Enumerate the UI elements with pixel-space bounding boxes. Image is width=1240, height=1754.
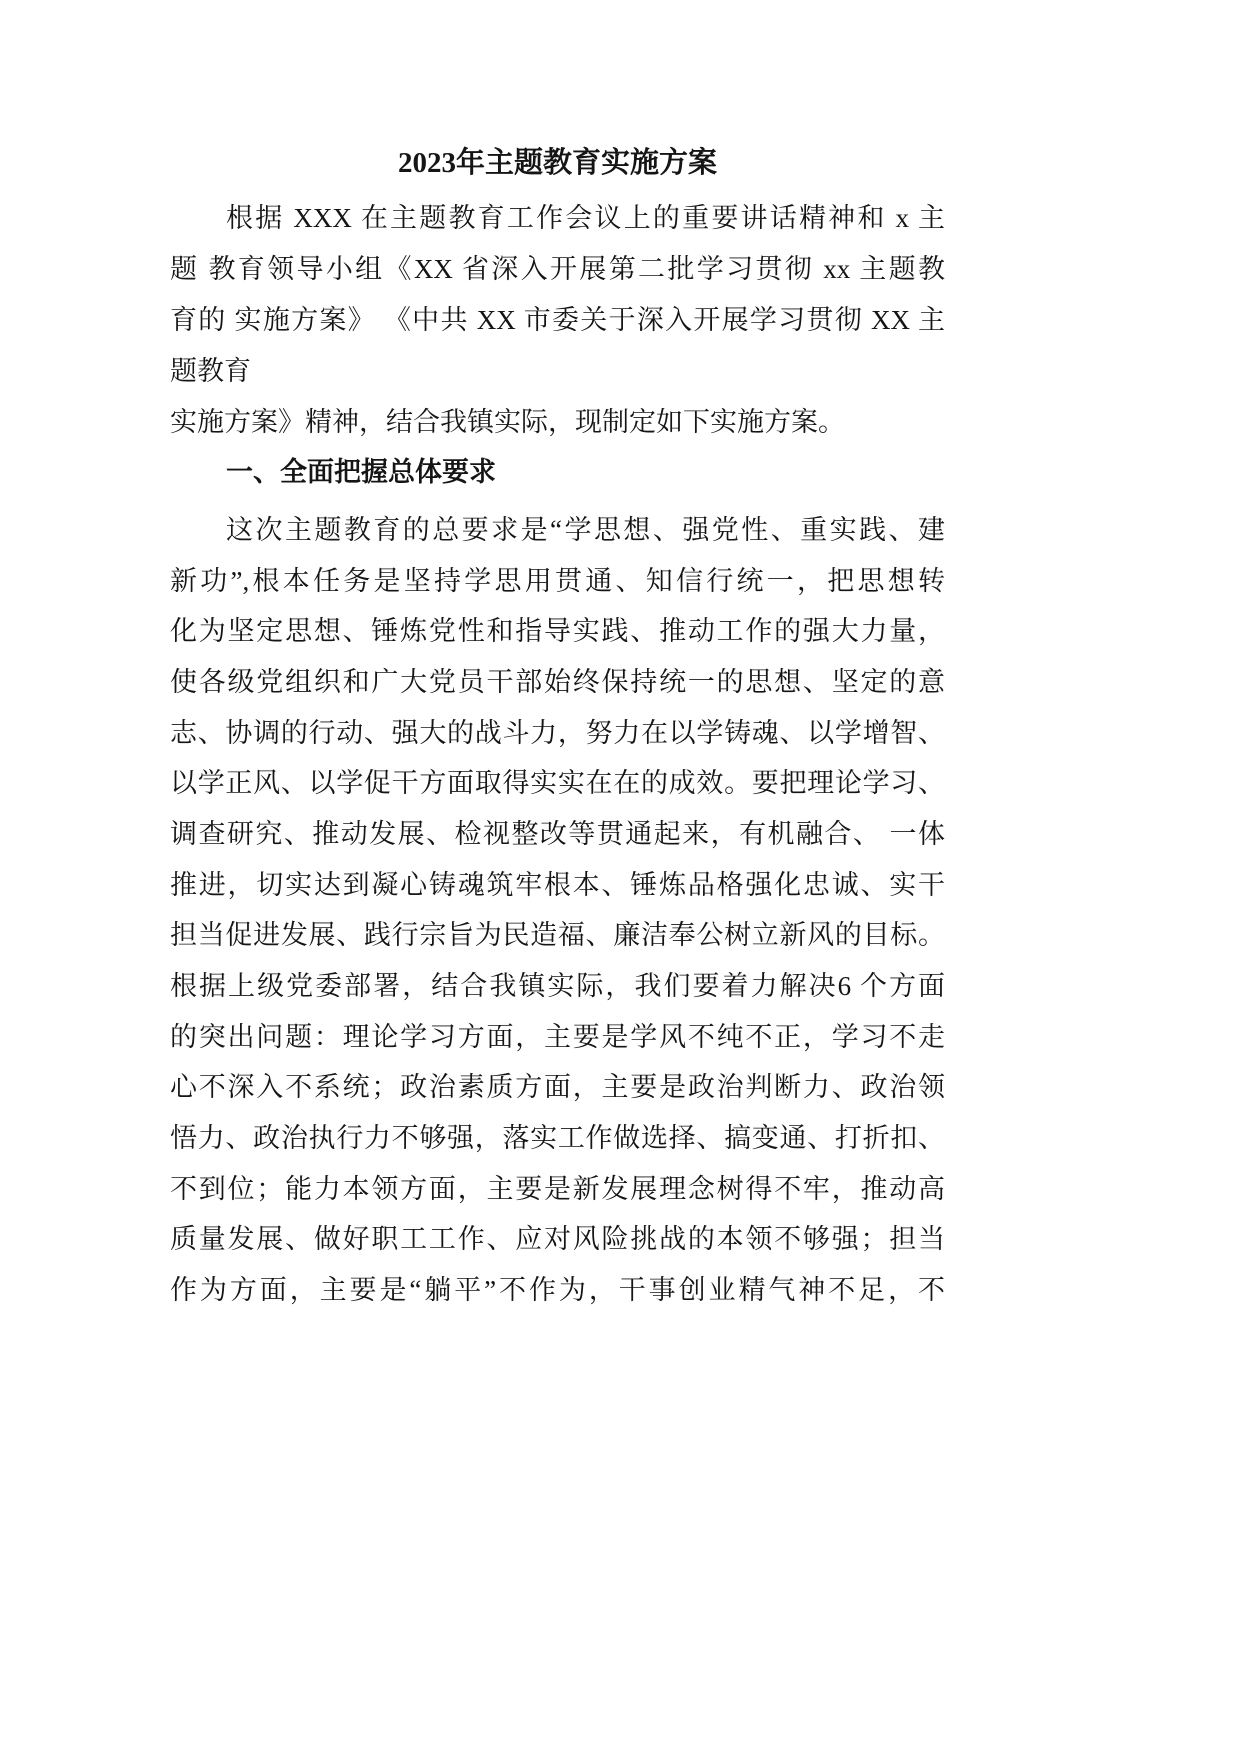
section-paragraph [170, 505, 945, 1316]
document-body [170, 138, 945, 1316]
document-title: 2023年主题教育实施方案 [397, 147, 717, 179]
paragraph-line: 这次主题教育的总要求是“学思想、强党性、重实践、建 [226, 515, 945, 545]
paragraph-line: 育的 实施方案》 《中共 XX 市委关于深入开展学习贯彻 XX 主 [170, 305, 945, 335]
paragraph-line: 化为坚定思想、锤炼党性和指导实践、推动工作的强大力量， [170, 616, 945, 647]
paragraph-line: 使各级党组织和广大党员干部始终保持统一的思想、坚定的意 [170, 666, 945, 697]
paragraph-line: 推进，切实达到凝心铸魂筑牢根本、锤炼品格强化忠诚、实干 [170, 869, 945, 900]
paragraph-line: 心不深入不系统；政治素质方面，主要是政治判断力、政治领 [170, 1072, 945, 1103]
paragraph-line: 根据上级党委部署，结合我镇实际，我们要着力解决6 个方面 [170, 970, 945, 1001]
paragraph-line: 新功”,根本任务是坚持学思用贯通、知信行统一，把思想转 [170, 565, 945, 596]
paragraph-line: 根据 XXX 在主题教育工作会议上的重要讲话精神和 x 主 [226, 203, 945, 233]
paragraph-line: 作为方面，主要是“躺平”不作为，干事创业精气神不足，不 [170, 1274, 945, 1305]
intro-paragraph [170, 193, 945, 448]
paragraph-line: 实施方案》精神，结合我镇实际，现制定如下实施方案。 [170, 407, 845, 437]
paragraph-line: 题 教育领导小组《XX 省深入开展第二批学习贯彻 xx 主题教 [170, 254, 945, 284]
paragraph-line: 担当促进发展、践行宗旨为民造福、廉洁奉公树立新风的目标。 [170, 920, 945, 951]
paragraph-line: 的突出问题：理论学习方面，主要是学风不纯不正，学习不走 [170, 1021, 945, 1052]
paragraph-line: 质量发展、做好职工工作、应对风险挑战的本领不够强；担当 [170, 1224, 945, 1255]
paragraph-line: 志、协调的行动、强大的战斗力，努力在以学铸魂、以学增智、 [170, 717, 945, 748]
paragraph-line: 题教育 [170, 356, 251, 386]
paragraph-line: 调查研究、推动发展、检视整改等贯通起来，有机融合、 一体 [170, 818, 945, 849]
paragraph-line: 不到位；能力本领方面，主要是新发展理念树得不牢，推动高 [170, 1173, 945, 1204]
paragraph-line: 以学正风、以学促干方面取得实实在在的成效。要把理论学习、 [170, 768, 945, 799]
paragraph-line: 悟力、政治执行力不够强，落实工作做选择、搞变通、打折扣、 [170, 1122, 945, 1153]
section-heading: 一、全面把握总体要求 [226, 457, 496, 488]
